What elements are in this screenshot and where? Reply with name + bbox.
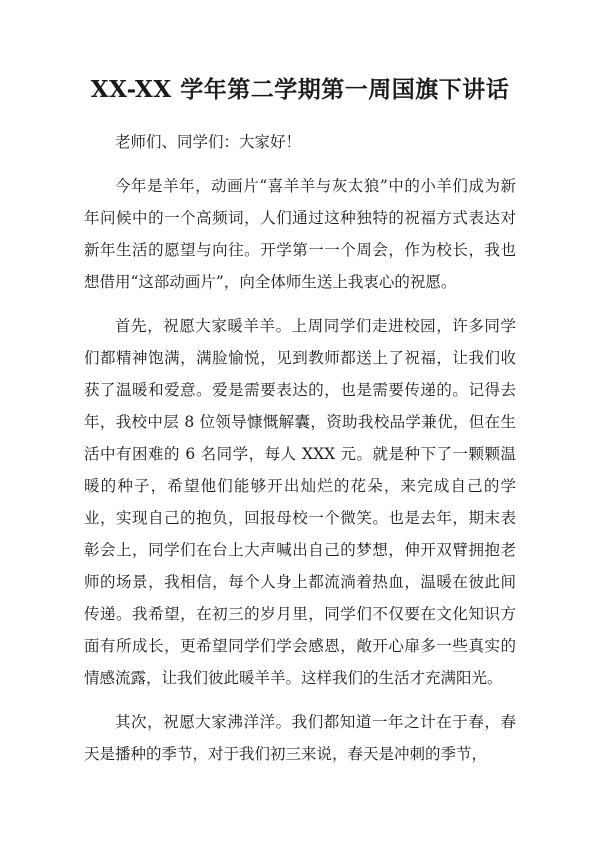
body-paragraph-warmth: 首先，祝愿大家暖羊羊。上周同学们走进校园，许多同学们都精神饱满，满脸愉悦，见到教师都送上了祝福，让我们收获了温暖和爱意。爱是需要表达的，也是需要传递的。记得去年，我校中层 8 位领导慷慨解囊，资助我校品学兼优，但在生活中有困难的 6 名同学，每人 XXX 元。就是种下了一颗颗温暖的种子，希望他们能够开出灿烂的花朵，来完成自己的学业，实现自己的抱负，回报母校一个微笑。也是去年，期末表彰会上，同学们在台上大声喊出自己的梦想，伸开双臂拥抱老师的场景，我相信，每个人身上都流淌着热血，温暖在彼此间传递。我希望，在初三的岁月里，同学们不仅要在文化知识方面有所成长，更希望同学们学会感恩，敞开心扉多一些真实的情感流露，让我们彼此暖羊羊。这样我们的生活才充满阳光。 [84, 317, 516, 687]
body-paragraph-spring: 其次，祝愿大家沸洋洋。我们都知道一年之计在于春，春天是播种的季节，对于我们初三来说，春天是冲刺的季节， [84, 713, 516, 763]
greeting-paragraph: 老师们、同学们：大家好！ [115, 133, 302, 151]
body-paragraph-intro: 今年是羊年，动画片“喜羊羊与灰太狼”中的小羊们成为新年问候中的一个高频词，人们通过这种独特的祝福方式表达对新年生活的愿望与向往。开学第一一个周会，作为校长，我也想借用“这部动画片”，向全体师生送上我衷心的祝愿。 [84, 177, 516, 291]
document-title: XX-XX 学年第二学期第一周国旗下讲话 [90, 76, 510, 103]
